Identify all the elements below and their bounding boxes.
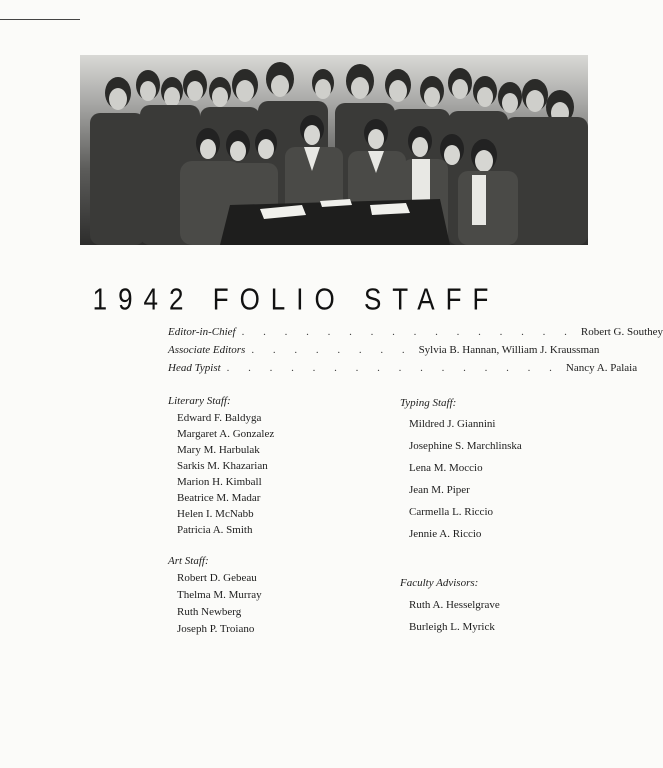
role-label: Head Typist — [168, 362, 221, 374]
masthead-row-typist — [168, 362, 638, 378]
list-item: Ruth A. Hesselgrave — [409, 599, 500, 611]
corner-rule — [0, 19, 80, 20]
literary-staff-label: Literary Staff: — [168, 395, 231, 407]
list-item: Edward F. Baldyga — [177, 412, 262, 424]
list-item: Margaret A. Gonzalez — [177, 428, 275, 440]
list-item: Helen I. McNabb — [177, 508, 254, 520]
role-label: Editor-in-Chief — [168, 326, 236, 338]
leader-dots: . . . . . . . . . . . . . . . . — [226, 362, 560, 374]
list-item: Josephine S. Marchlinska — [409, 440, 522, 452]
list-item: Patricia A. Smith — [177, 524, 253, 536]
list-item: Lena M. Moccio — [409, 462, 483, 474]
list-item: Joseph P. Troiano — [177, 623, 255, 635]
list-item: Ruth Newberg — [177, 606, 242, 618]
list-item: Thelma M. Murray — [177, 589, 262, 601]
list-item: Mary M. Harbulak — [177, 444, 260, 456]
page-title: 1942 FOLIO STAFF — [92, 281, 500, 317]
role-name: Nancy A. Palaia — [565, 362, 638, 374]
list-item: Jennie A. Riccio — [409, 528, 482, 540]
list-item: Carmella L. Riccio — [409, 506, 493, 518]
role-name: Robert G. Southey — [580, 326, 663, 338]
typing-staff-label: Typing Staff: — [400, 397, 457, 409]
faculty-advisors-label: Faculty Advisors: — [400, 577, 479, 589]
list-item: Beatrice M. Madar — [177, 492, 261, 504]
list-item: Marion H. Kimball — [177, 476, 262, 488]
list-item: Robert D. Gebeau — [177, 572, 257, 584]
leader-dots: . . . . . . . . — [251, 344, 413, 356]
list-item: Burleigh L. Myrick — [409, 621, 495, 633]
leader-dots: . . . . . . . . . . . . . . . . — [241, 326, 575, 338]
masthead-row-associate — [168, 344, 600, 360]
role-name: Sylvia B. Hannan, William J. Kraussman — [418, 344, 600, 356]
staff-group-photo — [80, 55, 588, 245]
list-item: Mildred J. Giannini — [409, 418, 496, 430]
list-item: Sarkis M. Khazarian — [177, 460, 268, 472]
list-item: Jean M. Piper — [409, 484, 470, 496]
masthead-row-editor — [168, 326, 663, 342]
role-label: Associate Editors — [168, 344, 246, 356]
art-staff-label: Art Staff: — [168, 555, 209, 567]
